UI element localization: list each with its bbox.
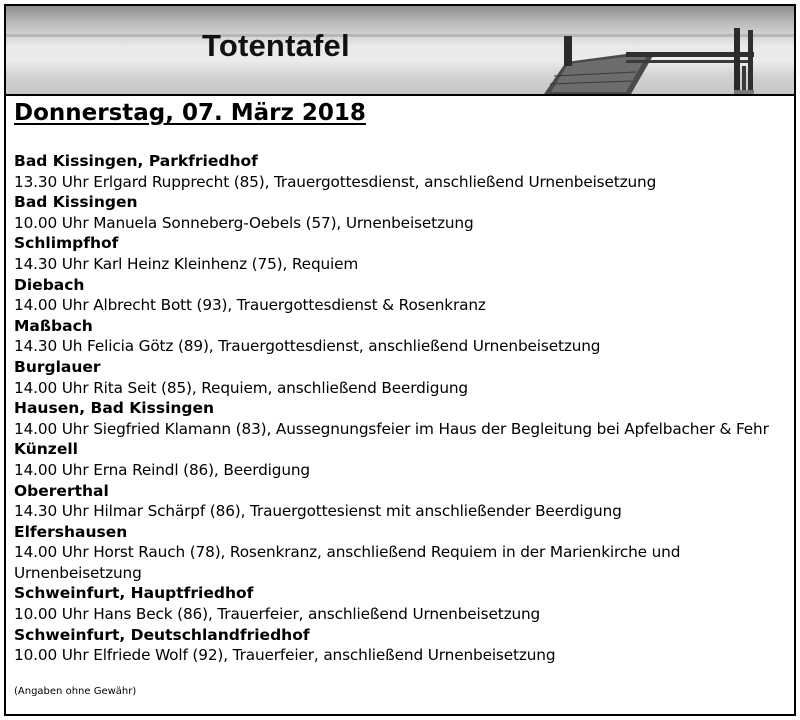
- list-item: [14, 481, 790, 522]
- list-item: [14, 398, 790, 439]
- entry-list: [14, 151, 790, 666]
- entry-detail: 14.00 Uhr Rita Seit (85), Requiem, anschließend Beerdigung: [14, 378, 468, 397]
- list-item: [14, 316, 790, 357]
- entry-place: Schweinfurt, Deutschlandfriedhof: [14, 625, 310, 644]
- entry-place: Künzell: [14, 440, 78, 459]
- entry-detail: 10.00 Uhr Hans Beck (86), Trauerfeier, anschließend Urnenbeisetzung: [14, 605, 541, 624]
- entry-detail: 14.30 Uhr Hilmar Schärpf (86), Trauergottesienst mit anschließender Beerdigung: [14, 502, 622, 521]
- list-item: [14, 192, 790, 233]
- list-item: [14, 233, 790, 274]
- banner-title: Totentafel: [202, 28, 350, 63]
- disclaimer: (Angaben ohne Gewähr): [14, 686, 137, 697]
- list-item: [14, 522, 790, 584]
- entry-place: Diebach: [14, 275, 85, 294]
- header-banner: [6, 6, 794, 96]
- obituary-board: [4, 4, 796, 716]
- entry-place: Hausen, Bad Kissingen: [14, 399, 215, 418]
- date-heading: Donnerstag, 07. März 2018: [14, 100, 366, 126]
- entry-detail: 13.30 Uhr Erlgard Rupprecht (85), Trauergottesdienst, anschließend Urnenbeisetzung: [14, 172, 657, 191]
- entry-detail: 14.00 Uhr Horst Rauch (78), Rosenkranz, anschließend Requiem in der Marienkirche und Urnenbeisetzung: [14, 543, 681, 582]
- entry-place: Bad Kissingen: [14, 193, 138, 212]
- entry-place: Maßbach: [14, 316, 93, 335]
- list-item: [14, 439, 790, 480]
- entry-place: Bad Kissingen, Parkfriedhof: [14, 152, 258, 170]
- entry-detail: 14.00 Uhr Albrecht Bott (93), Trauergottesdienst & Rosenkranz: [14, 296, 486, 315]
- jetty-lake-image: [6, 6, 794, 94]
- entry-detail: 10.00 Uhr Manuela Sonneberg-Oebels (57), Urnenbeisetzung: [14, 213, 474, 232]
- entry-place: Obererthal: [14, 481, 109, 500]
- entry-detail: 14.30 Uhr Karl Heinz Kleinhenz (75), Requiem: [14, 254, 359, 273]
- list-item: [14, 583, 790, 624]
- entry-detail: 14.00 Uhr Erna Reindl (86), Beerdigung: [14, 460, 310, 479]
- entry-detail: 14.00 Uhr Siegfried Klamann (83), Aussegnungsfeier im Haus der Begleitung bei Apfelbacher & Fehr: [14, 419, 769, 438]
- entry-detail: 14.30 Uh Felicia Götz (89), Trauergottesdienst, anschließend Urnenbeisetzung: [14, 337, 601, 356]
- entry-detail: 10.00 Uhr Elfriede Wolf (92), Trauerfeier, anschließend Urnenbeisetzung: [14, 646, 556, 665]
- list-item: [14, 625, 790, 666]
- list-item: [14, 357, 790, 398]
- entry-place: Schlimpfhof: [14, 234, 119, 253]
- list-item: [14, 151, 790, 192]
- entry-place: Burglauer: [14, 357, 101, 376]
- entry-place: Elfershausen: [14, 522, 128, 541]
- entry-place: Schweinfurt, Hauptfriedhof: [14, 584, 254, 603]
- list-item: [14, 275, 790, 316]
